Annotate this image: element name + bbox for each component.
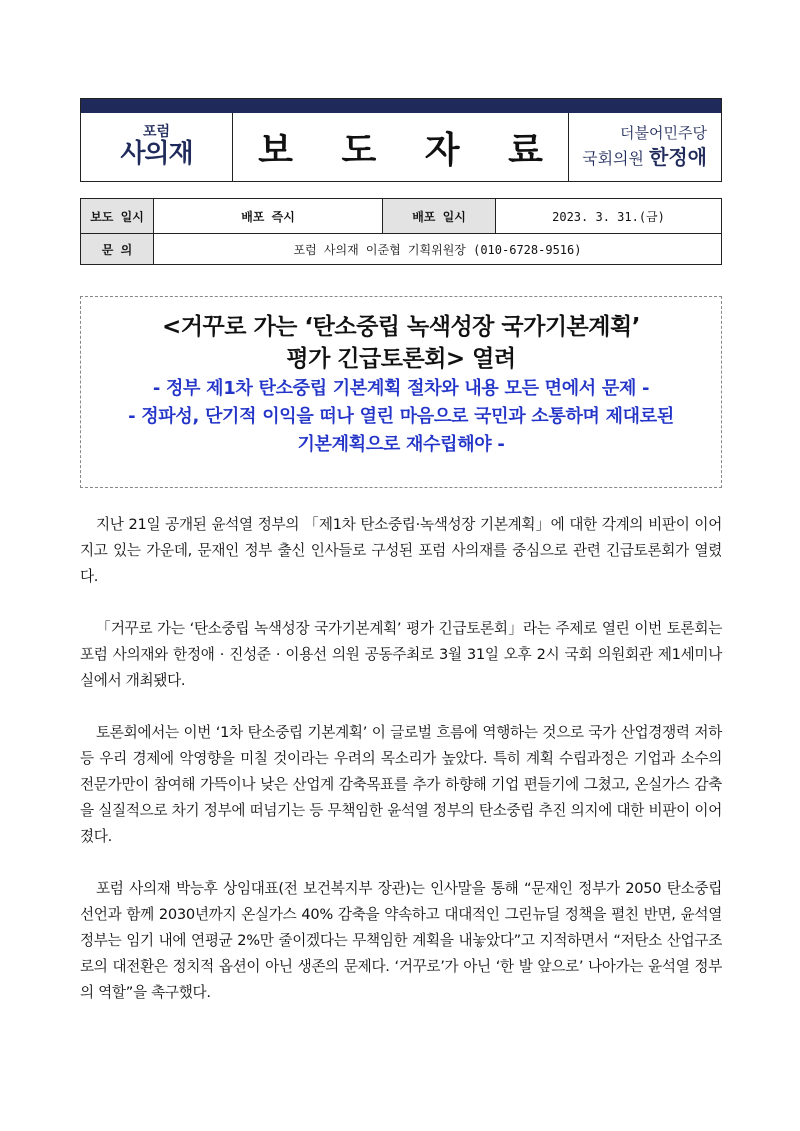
member-logo [569,113,721,181]
subheadline-line-2: - 정파성, 단기적 이익을 떠나 열린 마음으로 국민과 소통하며 제대로된 [128,406,674,427]
article-body [80,512,722,1032]
dist-label: 배포 일시 [383,199,496,234]
party-name: 더불어민주당 [620,124,707,143]
release-info-table [80,198,722,265]
release-label: 보도 일시 [81,199,154,234]
contact-value: 포럼 사의재 이준협 기획위원장 (010-6728-9516) [154,234,722,265]
release-value: 배포 즉시 [154,199,383,234]
member-name: 한정애 [649,144,707,169]
headline-line-1: <거꾸로 가는 ‘탄소중립 녹색성장 국가기본계획’ [162,314,640,340]
paragraph-2: 「거꾸로 가는 ‘탄소중립 녹색성장 국가기본계획’ 평가 긴급토론회」라는 주제로 열린 이번 토론회는 포럼 사의재와 한정애 · 진성준 · 이용선 의원 공동주최로 3월 31일 오후 2시 국회 의원회관 제1세미나실에서 개최됐다. [80,620,722,689]
release-info-row [81,199,722,234]
headline-line-2: 평가 긴급토론회> 열려 [286,346,516,372]
headline-box [80,296,722,488]
forum-logo [81,113,233,181]
subheadline-line-3: 기본계획으로 재수립해야 - [297,434,505,455]
forum-logo-name: 사의재 [120,139,193,170]
paragraph-4: 포럼 사의재 박능후 상임대표(전 보건복지부 장관)는 인사말을 통해 “문재인 정부가 2050 탄소중립 선언과 함께 2030년까지 온실가스 40% 감축을 약속하고 대대적인 그린뉴딜 정책을 펼친 반면, 윤석열 정부는 임기 내에 연평균 2%만 줄이겠다는 무책임한 계획을 내놓았다”고 지적하면서 “저탄소 산업구조로의 대전환은 정치적 옵션이 아닌 생존의 문제다. ‘거꾸로’가 아닌 ‘한 발 앞으로’ 나아가는 윤석열 정부의 역할”을 촉구했다. [80,880,722,1001]
forum-logo-small-text: 포럼 [142,124,171,140]
contact-label: 문 의 [81,234,154,265]
subheadline-line-1: - 정부 제1차 탄소중립 기본계획 절차와 내용 모든 면에서 문제 - [152,378,650,399]
member-line [582,144,707,170]
doc-title-cell [233,113,569,181]
header-color-bar [81,99,721,113]
contact-row [81,234,722,265]
paragraph-3: 토론회에서는 이번 ‘1차 탄소중립 기본계획’ 이 글로벌 흐름에 역행하는 것으로 국가 산업경쟁력 저하 등 우리 경제에 악영향을 미칠 것이라는 우려의 목소리가 높았다. 특히 계획 수립과정은 기업과 소수의 전문가만이 참여해 가뜩이나 낮은 산업계 감축목표를 추가 하향해 기업 편들기에 그쳤고, 온실가스 감축을 실질적으로 차기 정부에 떠넘기는 등 무책임한 윤석열 정부의 탄소중립 추진 의지에 대한 비판이 이어졌다. [80,724,722,845]
paragraph-1: 지난 21일 공개된 윤석열 정부의 「제1차 탄소중립·녹색성장 기본계획」에 대한 각계의 비판이 이어지고 있는 가운데, 문재인 정부 출신 인사들로 구성된 포럼 사의재를 중심으로 관련 긴급토론회가 열렸다. [80,516,722,585]
dist-value: 2023. 3. 31.(금) [496,199,722,234]
member-prefix: 국회의원 [582,148,644,168]
doc-title: 보 도 자 료 [258,129,561,171]
press-release-header [80,98,722,182]
